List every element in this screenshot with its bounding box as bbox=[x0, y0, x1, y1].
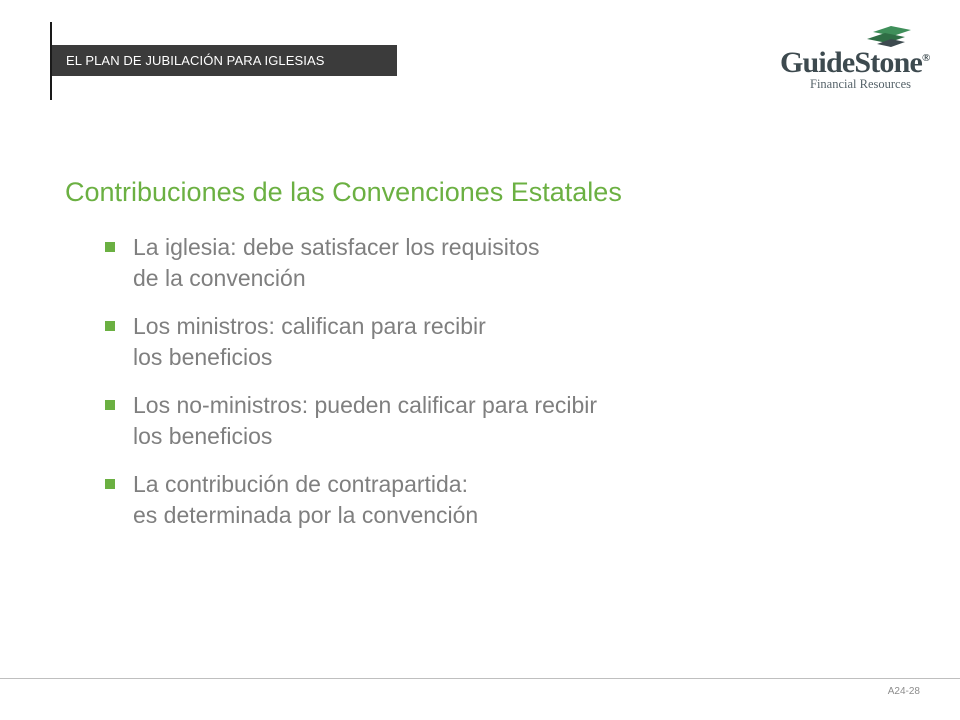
bullet-text-line: los beneficios bbox=[133, 423, 273, 449]
square-bullet-icon bbox=[105, 479, 115, 489]
bullet-item bbox=[105, 390, 813, 452]
square-bullet-icon bbox=[105, 242, 115, 252]
logo-registered-mark: ® bbox=[922, 52, 930, 64]
guidestone-logo bbox=[776, 26, 930, 96]
square-bullet-icon bbox=[105, 400, 115, 410]
bullet-list bbox=[105, 232, 813, 548]
footer-divider bbox=[0, 678, 960, 679]
bullet-item bbox=[105, 311, 813, 373]
bullet-text-line: Los no-ministros: pueden calificar para recibir bbox=[133, 392, 598, 418]
bullet-text-line: los beneficios bbox=[133, 344, 273, 370]
slide-title: Contribuciones de las Convenciones Estatales bbox=[65, 177, 622, 207]
bullet-text-line: es determinada por la convención bbox=[133, 502, 479, 528]
bullet-text-line: de la convención bbox=[133, 265, 306, 291]
bullet-item bbox=[105, 232, 813, 294]
logo-wordmark bbox=[780, 46, 929, 80]
bullet-text-line: La contribución de contrapartida: bbox=[133, 471, 468, 497]
slide-number: A24-28 bbox=[887, 686, 920, 697]
logo-subtitle: Financial Resources bbox=[810, 77, 912, 91]
logo-name-text: GuideStone bbox=[780, 46, 923, 79]
bullet-text-line: Los ministros: califican para recibir bbox=[133, 313, 486, 339]
square-bullet-icon bbox=[105, 321, 115, 331]
logo-mark-icon bbox=[861, 26, 916, 48]
bullet-item bbox=[105, 469, 813, 531]
section-tag: EL PLAN DE JUBILACIÓN PARA IGLESIAS bbox=[52, 45, 397, 76]
bullet-text-line: La iglesia: debe satisfacer los requisitos bbox=[133, 234, 540, 260]
